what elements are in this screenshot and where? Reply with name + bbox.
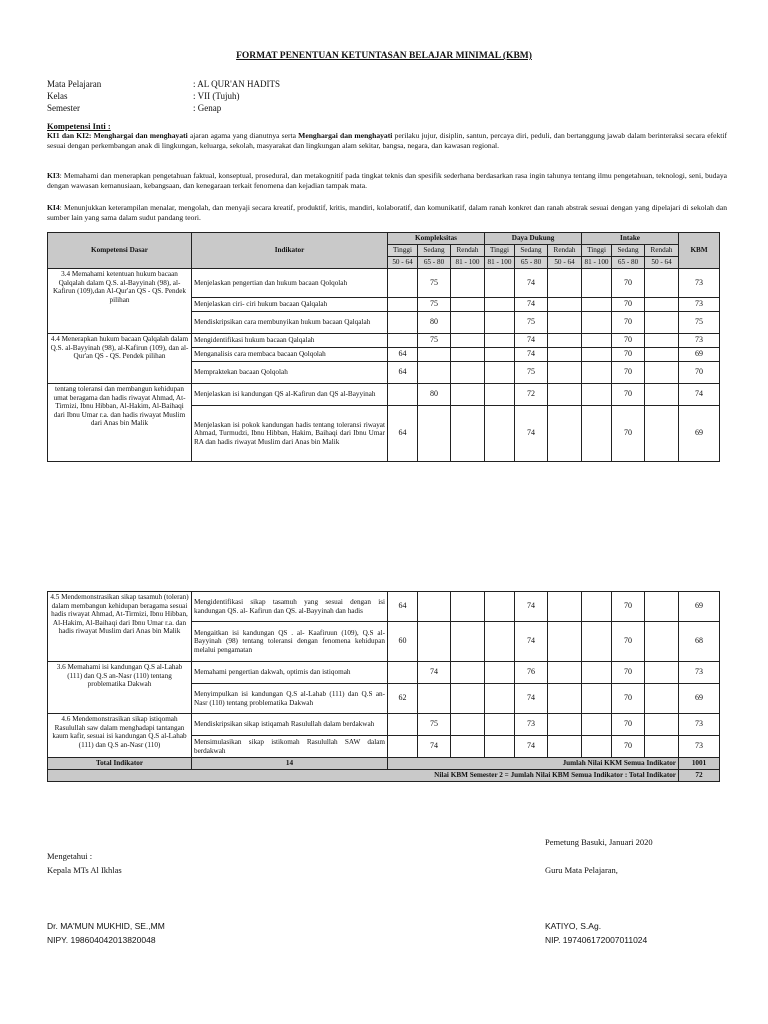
score-cell: 75: [418, 714, 451, 736]
score-cell: 75: [515, 362, 548, 384]
kbm-cell: 73: [679, 298, 720, 312]
score-cell: [418, 684, 451, 714]
score-cell: [388, 736, 418, 758]
score-cell: [418, 592, 451, 622]
indikator-cell: Menjelaskan pengertian dan hukum bacaan Qolqolah: [192, 269, 388, 298]
score-cell: [388, 298, 418, 312]
score-cell: 70: [612, 298, 645, 312]
total-indikator-value: 14: [192, 758, 388, 770]
score-cell: [548, 298, 582, 312]
meta-label: Semester: [47, 103, 80, 113]
header-range: 81 - 100: [582, 257, 612, 269]
score-cell: [485, 348, 515, 362]
kbm-cell: 69: [679, 592, 720, 622]
indikator-cell: Mensimulasikan sikap istikomah Rasulullah SAW dalam berdakwah: [192, 736, 388, 758]
kbm-cell: 74: [679, 384, 720, 406]
indikator-cell: Menganalisis cara membaca bacaan Qolqolah: [192, 348, 388, 362]
score-cell: 70: [612, 662, 645, 684]
final-kbm-label: Nilai KBM Semester 2 = Jumlah Nilai KBM Semua Indikator : Total Indikator: [48, 770, 679, 782]
header-level: Tinggi: [485, 245, 515, 257]
ki-3-paragraph: [47, 171, 727, 191]
header-kompleksitas: Kompleksitas: [388, 233, 485, 245]
score-cell: [485, 684, 515, 714]
header-level: Tinggi: [582, 245, 612, 257]
indikator-cell: Mengidentifikasi sikap tasamuh yang sesuai dengan isi kandungan QS. al- Kafirun dan QS. al-Bayyinah dan hadis: [192, 592, 388, 622]
score-cell: [451, 684, 485, 714]
kompetensi-dasar-cell: 3.4 Memahami ketentuan hukum bacaan Qalqalah dalam Q.S. al-Bayyinah (98), al- Kafirun (109),dan Al-Qur'an QS - QS. Pendek pilihan: [48, 269, 192, 334]
score-cell: [582, 622, 612, 662]
score-cell: [582, 592, 612, 622]
indikator-cell: Mengaitkan isi kandungan QS . al- Kaafiruun (109), Q.S al-Bayyinah (98) tentang toleransi dengan fenomena kehidupan melalui pengamatan: [192, 622, 388, 662]
score-cell: [485, 662, 515, 684]
score-cell: [451, 714, 485, 736]
ki-text: perilaku jujur, disiplin, santun, percaya diri, peduli, dan bertanggung jawab dalam berinteraksi secara efektif sesuai dengan perkembangan anak di lingkungan, keluarga, sekolah, masyarakat dan lingkungan alam sekitar, bangsa, negara, dan kawasan regional.: [47, 131, 728, 150]
ki-code: KI4: [47, 203, 60, 212]
score-cell: 64: [388, 592, 418, 622]
score-cell: [485, 736, 515, 758]
meta-label: Mata Pelajaran: [47, 79, 102, 89]
score-cell: [582, 736, 612, 758]
indikator-cell: Menjelaskan ciri- ciri hukum bacaan Qalqalah: [192, 298, 388, 312]
ki-bold: Menghargai dan menghayati: [298, 131, 393, 140]
header-level: Tinggi: [388, 245, 418, 257]
score-cell: [548, 362, 582, 384]
score-cell: [548, 736, 582, 758]
kbm-cell: 69: [679, 348, 720, 362]
score-cell: 70: [612, 406, 645, 462]
score-cell: [451, 334, 485, 348]
score-cell: [451, 384, 485, 406]
score-cell: [451, 622, 485, 662]
score-cell: 75: [515, 312, 548, 334]
header-indikator: Indikator: [192, 233, 388, 269]
score-cell: [645, 334, 679, 348]
score-cell: [548, 406, 582, 462]
score-cell: [485, 384, 515, 406]
score-cell: [485, 298, 515, 312]
indikator-cell: Menjelaskan isi pokok kandungan hadis tentang toleransi riwayat Ahmad, Turmudzi, Ibnu Hibban, Hakim, Baihaqi dari Ibnu Umar RA dan hadis riwayat Muslim dari Anas bin Malik: [192, 406, 388, 462]
kbm-cell: 68: [679, 622, 720, 662]
score-cell: 80: [418, 384, 451, 406]
score-cell: 74: [515, 622, 548, 662]
score-cell: [548, 684, 582, 714]
score-cell: 74: [515, 592, 548, 622]
header-level: Sedang: [515, 245, 548, 257]
score-cell: 74: [418, 662, 451, 684]
sum-kkm-value: 1001: [679, 758, 720, 770]
mengetahui-label: Mengetahui :: [47, 851, 93, 861]
header-range: 50 - 64: [548, 257, 582, 269]
ki-text: : Memahami dan menerapkan pengetahuan faktual, konseptual, prosedural, dan metakognitif pada tingkat teknis dan spesifik sederhana berdasarkan rasa ingin tahunya tentang ilmu pengetahuan, teknologi, seni, budaya dengan wawasan kemanusiaan, kebangsaan, dan kenegaraan terkait fenomena dan kejadian tampak mata.: [47, 171, 727, 190]
score-cell: 62: [388, 684, 418, 714]
table-row: [48, 334, 720, 348]
kbm-table-bottom: [47, 591, 720, 782]
indikator-cell: Mengidentifikasi hukum bacaan Qalqalah: [192, 334, 388, 348]
header-range: 65 - 80: [515, 257, 548, 269]
score-cell: [582, 362, 612, 384]
score-cell: 74: [515, 269, 548, 298]
score-cell: [485, 269, 515, 298]
score-cell: 70: [612, 622, 645, 662]
kbm-cell: 73: [679, 714, 720, 736]
score-cell: [451, 662, 485, 684]
total-indikator-label: Total Indikator: [48, 758, 192, 770]
kbm-cell: 69: [679, 684, 720, 714]
score-cell: [645, 736, 679, 758]
score-cell: [548, 622, 582, 662]
meta-label: Kelas: [47, 91, 68, 101]
kompetensi-dasar-cell: 4.5 Mendemonstrasikan sikap tasamuh (toleran) dalam membangun kehidupan beragama sesuai hadis riwayat Ahmad, At-Tirmizi, Ibnu Hibban, Al-Hakim, Al-Baihaqi dari Ibnu Umar r.a. dan hadis riwayat Muslim dari Anas bin Malik: [48, 592, 192, 662]
score-cell: [451, 298, 485, 312]
score-cell: [548, 334, 582, 348]
score-cell: 72: [515, 384, 548, 406]
score-cell: [582, 406, 612, 462]
score-cell: [645, 592, 679, 622]
guru-name: KATIYO, S.Ag.: [545, 921, 602, 931]
score-cell: 74: [515, 406, 548, 462]
indikator-cell: Mendiskripsikan sikap istiqamah Rasulullah dalam berdakwah: [192, 714, 388, 736]
score-cell: 70: [612, 312, 645, 334]
score-cell: 75: [418, 334, 451, 348]
score-cell: [451, 592, 485, 622]
header-range: 50 - 64: [388, 257, 418, 269]
score-cell: [548, 269, 582, 298]
score-cell: 75: [418, 269, 451, 298]
score-cell: [582, 298, 612, 312]
header-kbm: KBM: [679, 233, 720, 269]
score-cell: 70: [612, 269, 645, 298]
score-cell: 74: [515, 684, 548, 714]
kbm-cell: 73: [679, 662, 720, 684]
score-cell: 64: [388, 406, 418, 462]
guru-nip: NIP. 197406172007011024: [545, 935, 648, 945]
score-cell: [582, 662, 612, 684]
score-cell: [451, 348, 485, 362]
guru-title: Guru Mata Pelajaran,: [545, 865, 618, 875]
score-cell: [548, 592, 582, 622]
final-kbm-value: 72: [679, 770, 720, 782]
score-cell: [485, 592, 515, 622]
score-cell: 70: [612, 334, 645, 348]
score-cell: [388, 312, 418, 334]
ki-4-paragraph: [47, 203, 727, 223]
indikator-cell: Mendiskripsikan cara membunyikan hukum bacaan Qalqalah: [192, 312, 388, 334]
score-cell: 74: [515, 348, 548, 362]
score-cell: [418, 348, 451, 362]
score-cell: [485, 714, 515, 736]
score-cell: 64: [388, 362, 418, 384]
score-cell: 73: [515, 714, 548, 736]
table-row: [48, 269, 720, 298]
meta-value: : Genap: [193, 103, 222, 113]
score-cell: 60: [388, 622, 418, 662]
score-cell: [548, 348, 582, 362]
header-range: 81 - 100: [485, 257, 515, 269]
score-cell: [388, 334, 418, 348]
score-cell: 74: [515, 736, 548, 758]
score-cell: [645, 662, 679, 684]
header-range: 65 - 80: [612, 257, 645, 269]
score-cell: 76: [515, 662, 548, 684]
score-cell: 64: [388, 348, 418, 362]
score-cell: [645, 384, 679, 406]
kepala-title: Kepala MTs Al Ikhlas: [47, 865, 122, 875]
score-cell: [485, 406, 515, 462]
score-cell: 70: [612, 348, 645, 362]
score-cell: [582, 312, 612, 334]
ki-1-2-paragraph: [47, 131, 727, 151]
header-range: 50 - 64: [645, 257, 679, 269]
meta-value: : VII (Tujuh): [193, 91, 240, 101]
score-cell: [582, 348, 612, 362]
score-cell: 70: [612, 384, 645, 406]
score-cell: [548, 662, 582, 684]
ki-code: KI1 dan KI2:: [47, 131, 92, 140]
indikator-cell: Mempraktekan bacaan Qolqolah: [192, 362, 388, 384]
score-cell: 80: [418, 312, 451, 334]
score-cell: [388, 662, 418, 684]
score-cell: [645, 312, 679, 334]
score-cell: [645, 622, 679, 662]
score-cell: 70: [612, 736, 645, 758]
score-cell: [388, 269, 418, 298]
ki-code: KI3: [47, 171, 60, 180]
header-daya-dukung: Daya Dukung: [485, 233, 582, 245]
kbm-cell: 73: [679, 269, 720, 298]
table-row: [48, 592, 720, 622]
score-cell: [485, 362, 515, 384]
kepala-name: Dr. MA'MUN MUKHID, SE.,MM: [47, 921, 165, 931]
kompetensi-dasar-cell: 4.6 Mendemonstrasikan sikap istiqomah Rasulullah saw dalam menghadapi tantangan kaum kafir, sesuai isi kandungan Q.S al-Lahab (111) dan Q.S an-Nasr (110): [48, 714, 192, 758]
score-cell: [582, 334, 612, 348]
score-cell: [418, 406, 451, 462]
ki-bold: Menghargai dan menghayati: [91, 131, 188, 140]
header-level: Rendah: [645, 245, 679, 257]
kompetensi-dasar-cell: 3.6 Memahami isi kandungan Q.S al-Lahab (111) dan Q.S an-Nasr (110) tentang problematika Dakwah: [48, 662, 192, 714]
score-cell: [645, 362, 679, 384]
score-cell: [451, 269, 485, 298]
score-cell: [645, 298, 679, 312]
kbm-cell: 69: [679, 406, 720, 462]
score-cell: 70: [612, 592, 645, 622]
score-cell: [388, 384, 418, 406]
score-cell: 70: [612, 362, 645, 384]
score-cell: [548, 312, 582, 334]
kbm-cell: 73: [679, 736, 720, 758]
score-cell: 74: [418, 736, 451, 758]
kompetensi-dasar-cell: tentang toleransi dan membangun kehidupan umat beragama dan hadis riwayat Ahmad, At-Tirmizi, Ibnu Hibban, Al-Hakim, Al-Baihaqi dari Ibnu Umar r.a. dan hadis riwayat Muslim dari Anas bin Malik: [48, 384, 192, 462]
score-cell: [548, 714, 582, 736]
header-intake: Intake: [582, 233, 679, 245]
sum-kkm-label: Jumlah Nilai KKM Semua Indikator: [388, 758, 679, 770]
score-cell: [645, 406, 679, 462]
kompetensi-dasar-cell: 4.4 Menerapkan hukum bacaan Qalqalah dalam Q.S. al-Bayyinah (98), al-Kafirun (109), dan al-Qur'an QS - QS. Pendek pilihan: [48, 334, 192, 384]
score-cell: [582, 269, 612, 298]
kbm-cell: 70: [679, 362, 720, 384]
header-level: Sedang: [418, 245, 451, 257]
kbm-cell: 75: [679, 312, 720, 334]
kbm-table-top: [47, 232, 720, 462]
score-cell: [645, 684, 679, 714]
score-cell: [582, 684, 612, 714]
score-cell: [418, 622, 451, 662]
score-cell: 75: [418, 298, 451, 312]
ki-text: ajaran agama yang dianutnya serta: [187, 131, 299, 140]
header-level: Sedang: [612, 245, 645, 257]
score-cell: [451, 362, 485, 384]
score-cell: [485, 312, 515, 334]
score-cell: [418, 362, 451, 384]
score-cell: 70: [612, 684, 645, 714]
score-cell: 70: [612, 714, 645, 736]
score-cell: [645, 348, 679, 362]
table-row: [48, 662, 720, 684]
header-level: Rendah: [548, 245, 582, 257]
ki-text: : Menunjukkan keterampilan menalar, mengolah, dan menyaji secara kreatif, produktif, kritis, mandiri, kolaboratif, dan komunikatif, dalam ranah konkret dan ranah abstrak sesuai dengan yang dipelajari di sekolah dan sumber lain yang sama dalam sudut pandang teori.: [47, 203, 727, 222]
score-cell: [582, 714, 612, 736]
header-kompetensi-dasar: Kompetensi Dasar: [48, 233, 192, 269]
score-cell: [485, 622, 515, 662]
document-title: FORMAT PENENTUAN KETUNTASAN BELAJAR MINIMAL (KBM): [236, 51, 532, 61]
score-cell: 74: [515, 334, 548, 348]
place-date: Pemetung Basuki, Januari 2020: [545, 837, 653, 847]
table-row: [48, 714, 720, 736]
indikator-cell: Memahami pengertian dakwah, optimis dan istiqomah: [192, 662, 388, 684]
header-range: 65 - 80: [418, 257, 451, 269]
header-level: Rendah: [451, 245, 485, 257]
score-cell: 74: [515, 298, 548, 312]
score-cell: [388, 714, 418, 736]
score-cell: [451, 736, 485, 758]
table-row: [48, 384, 720, 406]
score-cell: [645, 269, 679, 298]
kbm-cell: 73: [679, 334, 720, 348]
score-cell: [485, 334, 515, 348]
meta-value: : AL QUR'AN HADITS: [193, 79, 281, 89]
ki-heading: Kompetensi Inti :: [47, 121, 111, 131]
header-range: 81 - 100: [451, 257, 485, 269]
score-cell: [645, 714, 679, 736]
meta-block: [47, 79, 447, 119]
indikator-cell: Menyimpulkan isi kandungan Q.S al-Lahab (111) dan Q.S an-Nasr (110) tentang problematika Dakwah: [192, 684, 388, 714]
score-cell: [582, 384, 612, 406]
kepala-nip: NIPY. 198604042013820048: [47, 935, 156, 945]
indikator-cell: Menjelaskan isi kandungan QS al-Kafirun dan QS al-Bayyinah: [192, 384, 388, 406]
score-cell: [451, 406, 485, 462]
score-cell: [451, 312, 485, 334]
score-cell: [548, 384, 582, 406]
